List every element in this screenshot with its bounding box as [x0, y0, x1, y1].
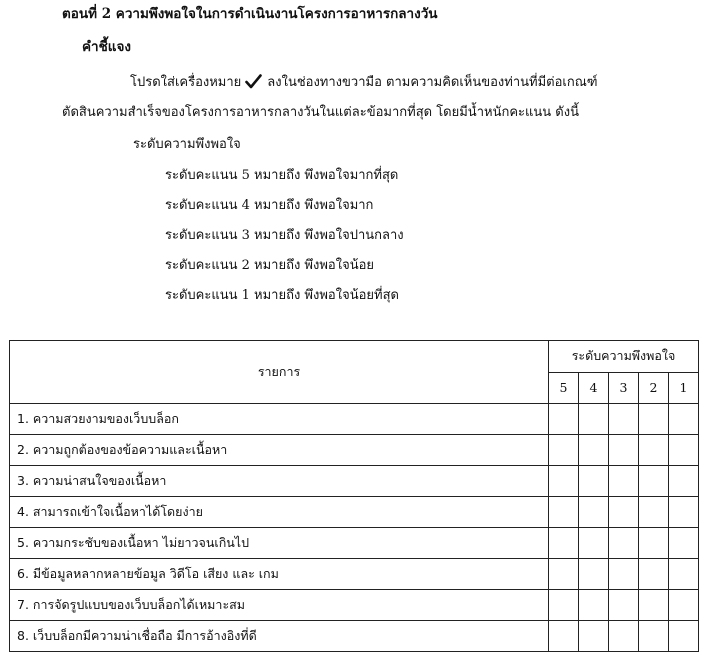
rating-cell-4[interactable]	[579, 528, 609, 559]
table-row	[10, 435, 699, 466]
rating-cell-4[interactable]	[579, 435, 609, 466]
score-header-4: 4	[579, 373, 609, 404]
table-row	[10, 590, 699, 621]
items-header: รายการ	[10, 341, 549, 404]
rating-cell-1[interactable]	[669, 559, 699, 590]
rating-cell-2[interactable]	[639, 435, 669, 466]
rating-cell-5[interactable]	[549, 528, 579, 559]
item-label: 5. ความกระชับของเนื้อหา ไม่ยาวจนเกินไป	[10, 528, 549, 559]
item-label: 1. ความสวยงามของเว็บบล็อก	[10, 404, 549, 435]
rating-cell-2[interactable]	[639, 621, 669, 652]
rating-cell-1[interactable]	[669, 466, 699, 497]
item-label: 7. การจัดรูปแบบของเว็บบล็อกได้เหมาะสม	[10, 590, 549, 621]
table-header-row	[10, 341, 699, 373]
rating-cell-1[interactable]	[669, 435, 699, 466]
score-header-1: 1	[669, 373, 699, 404]
rating-cell-4[interactable]	[579, 404, 609, 435]
level-item: ระดับคะแนน 2 หมายถึง พึงพอใจน้อย	[165, 258, 375, 273]
table-row	[10, 559, 699, 590]
rating-cell-2[interactable]	[639, 404, 669, 435]
score-header-3: 3	[609, 373, 639, 404]
rating-cell-3[interactable]	[609, 621, 639, 652]
rating-cell-4[interactable]	[579, 466, 609, 497]
rating-cell-1[interactable]	[669, 528, 699, 559]
rating-table	[9, 340, 699, 652]
score-header-5: 5	[549, 373, 579, 404]
rating-cell-3[interactable]	[609, 497, 639, 528]
rating-cell-1[interactable]	[669, 590, 699, 621]
rating-cell-5[interactable]	[549, 559, 579, 590]
rating-cell-2[interactable]	[639, 497, 669, 528]
rating-cell-3[interactable]	[609, 590, 639, 621]
level-item: ระดับคะแนน 5 หมายถึง พึงพอใจมากที่สุด	[165, 168, 399, 183]
instruction-line-2: ตัดสินความสำเร็จของโครงการอาหารกลางวันในแต่ละข้อมากที่สุด โดยมีน้ำหนักคะแนน ดังนี้	[62, 105, 579, 120]
level-header: ระดับความพึงพอใจ	[549, 341, 699, 373]
check-mark-icon	[245, 74, 262, 92]
rating-cell-1[interactable]	[669, 497, 699, 528]
table-row	[10, 404, 699, 435]
rating-cell-4[interactable]	[579, 621, 609, 652]
item-label: 8. เว็บบล็อกมีความน่าเชื่อถือ มีการอ้างอิงที่ดี	[10, 621, 549, 652]
rating-cell-2[interactable]	[639, 528, 669, 559]
score-header-2: 2	[639, 373, 669, 404]
rating-cell-5[interactable]	[549, 466, 579, 497]
level-item: ระดับคะแนน 3 หมายถึง พึงพอใจปานกลาง	[165, 228, 404, 243]
level-item: ระดับคะแนน 1 หมายถึง พึงพอใจน้อยที่สุด	[165, 288, 399, 303]
instruction-line-1-end: ลงในช่องทางขวามือ ตามความคิดเห็นของท่านที่มีต่อเกณฑ์	[267, 75, 598, 90]
level-heading: ระดับความพึงพอใจ	[133, 137, 241, 152]
rating-cell-1[interactable]	[669, 404, 699, 435]
rating-cell-3[interactable]	[609, 559, 639, 590]
table-row	[10, 528, 699, 559]
rating-cell-3[interactable]	[609, 435, 639, 466]
item-label: 3. ความน่าสนใจของเนื้อหา	[10, 466, 549, 497]
table-row	[10, 621, 699, 652]
item-label: 6. มีข้อมูลหลากหลายข้อมูล วิดีโอ เสียง และ เกม	[10, 559, 549, 590]
rating-cell-3[interactable]	[609, 528, 639, 559]
rating-cell-2[interactable]	[639, 559, 669, 590]
rating-cell-5[interactable]	[549, 435, 579, 466]
table-row	[10, 466, 699, 497]
rating-cell-1[interactable]	[669, 621, 699, 652]
rating-cell-5[interactable]	[549, 404, 579, 435]
rating-cell-5[interactable]	[549, 590, 579, 621]
rating-cell-4[interactable]	[579, 590, 609, 621]
rating-cell-5[interactable]	[549, 621, 579, 652]
table-row	[10, 497, 699, 528]
rating-cell-3[interactable]	[609, 466, 639, 497]
item-label: 2. ความถูกต้องของข้อความและเนื้อหา	[10, 435, 549, 466]
section-title: ตอนที่ 2 ความพึงพอใจในการดำเนินงานโครงการอาหารกลางวัน	[62, 6, 438, 22]
rating-cell-4[interactable]	[579, 559, 609, 590]
instruction-line-1-start: โปรดใส่เครื่องหมาย	[130, 75, 242, 90]
level-item: ระดับคะแนน 4 หมายถึง พึงพอใจมาก	[165, 198, 374, 213]
rating-cell-2[interactable]	[639, 466, 669, 497]
rating-cell-4[interactable]	[579, 497, 609, 528]
rating-cell-5[interactable]	[549, 497, 579, 528]
rating-cell-2[interactable]	[639, 590, 669, 621]
item-label: 4. สามารถเข้าใจเนื้อหาได้โดยง่าย	[10, 497, 549, 528]
instruction-line-1	[130, 74, 598, 92]
instructions-heading: คำชี้แจง	[82, 39, 131, 55]
rating-cell-3[interactable]	[609, 404, 639, 435]
